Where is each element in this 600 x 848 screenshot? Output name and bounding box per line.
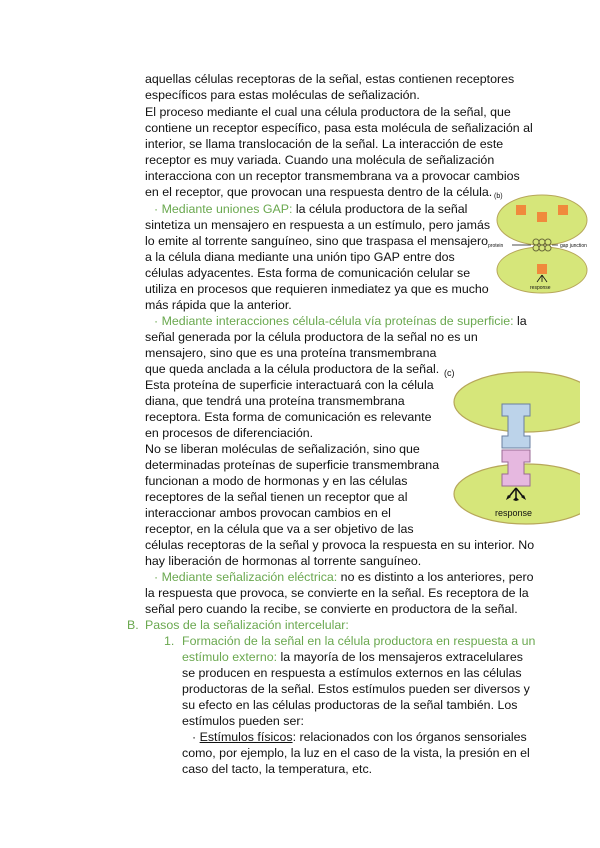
step-1-heading-cont: estímulo externo: [182,650,278,664]
body-text-line: funcionan a modo de hormonas y en las células [145,474,408,488]
body-text-line: diana, que tendrá una proteína transmembrana [145,394,405,408]
body-text-line: en el receptor, que provocan una respuesta dentro de la célula. [145,185,493,199]
body-text-line: mensajero, sino que es una proteína transmembrana [145,346,437,360]
body-text-line: receptora. Esta forma de comunicación es relevante [145,410,432,424]
step-1-marker: 1. [164,634,175,648]
body-text-line: la respuesta que provoca, se convierte en la señal. Es receptora de la [145,586,529,600]
body-text-line: determinadas proteínas de superficie transmembrana [145,458,440,472]
step-1-line [182,649,523,665]
body-text-line: hay liberación de hormonas al torrente sanguíneo. [145,554,422,568]
section-b-marker: B. [127,618,139,632]
body-text-line: a la célula diana mediante una unión tipo GAP entre dos [145,250,455,264]
body-text-line: No se liberan moléculas de señalización, sino que [145,442,420,456]
bullet-dot: · [154,570,159,584]
body-text-line: su efecto en las células productoras de la señal también. Los [182,698,518,712]
response-label: response [530,285,551,291]
panel-label-b: (b) [494,193,503,200]
signal-square [537,212,547,222]
signal-square [558,205,568,215]
physical-stimuli-text: : relacionados con los órganos sensoriales [292,730,527,744]
physical-stimuli-line [192,729,527,745]
gap-junction-figure [488,188,600,304]
body-text-line: receptor es muy variada. Cuando una molécula de señalización [145,153,495,167]
surface-bullet-line [154,313,527,329]
body-text-line: específicos para estas moléculas de señalización. [145,88,420,102]
body-text-line: en procesos de diferenciación. [145,426,314,440]
step-1-text: la mayoría de los mensajeros extracelulares [277,650,523,664]
body-text-line: receptores de la señal tienen un receptor que al [145,490,408,504]
body-text-line: sintetiza un mensajero en respuesta a un estímulo, pero jamás [145,218,491,232]
body-text-line: interior, se llama translocación de la señal. La interacción de este [145,137,504,151]
body-text-line: más rápida que la anterior. [145,298,292,312]
gap-heading: Mediante uniones GAP: [161,202,293,216]
signal-square [516,205,526,215]
protein-label: protein [488,243,504,249]
body-text-line: células adyacentes. Esta forma de comunicación celular se [145,266,471,280]
panel-label-c: (c) [444,368,455,378]
gap-junction-label: gap junction [560,243,587,249]
electric-text: no es distinto a los anteriores, pero [337,570,534,584]
body-text-line: interaccionar ambos provocan cambios en el [145,506,391,520]
body-text-line: como, por ejemplo, la luz en el caso de la vista, la presión en el [182,746,530,760]
body-text-line: se producen en respuesta a estímulos externos en las células [182,666,522,680]
body-text-line: señal pero cuando la recibe, se convierte en productora de la señal. [145,602,518,616]
signal-square [537,264,547,274]
electric-heading: Mediante señalización eléctrica: [161,570,338,584]
body-text-line: productoras de la señal. Estos estímulos pueden ser diversos y [182,682,530,696]
bullet-dot: · [192,730,197,744]
body-text-line: Esta proteína de superficie interactuará con la célula [145,378,434,392]
gap-bullet-line [154,201,467,217]
body-text-line: interacciona con un receptor transmembrana va a provocar cambios [145,169,520,183]
body-text-line: caso del tacto, la temperatura, etc. [182,762,373,776]
body-text-line: señal generada por la célula productora de la señal no es un [145,330,478,344]
electric-bullet-line [154,569,534,585]
bullet-dot: · [154,202,159,216]
bullet-dot: · [154,314,159,328]
gap-junction-channel [533,239,551,251]
gap-text: la célula productora de la señal [292,202,468,216]
body-text-line: células receptoras de la señal y provoca la respuesta en su interior. No [145,538,535,552]
body-text-line: estímulos pueden ser: [182,714,304,728]
response-label: response [495,508,533,518]
body-text-line: aquellas células receptoras de la señal, estas contienen receptores [145,72,515,86]
body-text-line: contiene un receptor específico, pasa esta molécula de señalización al [145,121,533,135]
physical-stimuli-heading: Estímulos físicos [199,730,293,744]
step-1-heading: Formación de la señal en la célula productora en respuesta a un [182,634,536,648]
section-b-title: Pasos de la señalización intercelular: [145,618,349,632]
body-text-line: El proceso mediante el cual una célula productora de la señal, que [145,105,511,119]
body-text-line: receptor, en la célula que va a ser objetivo de las [145,522,414,536]
body-text-line: utiliza en procesos que requieren inmediatez ya que es mucho [145,282,489,296]
surface-heading: Mediante interacciones célula-célula vía proteínas de superficie: [161,314,514,328]
body-text-line: que queda anclada a la célula productora de la señal. [145,362,440,376]
surface-text: la [513,314,527,328]
surface-protein-figure [440,364,580,532]
body-text-line: lo emite al torrente sanguíneo, sino que traspasa el mensajero [145,234,489,248]
